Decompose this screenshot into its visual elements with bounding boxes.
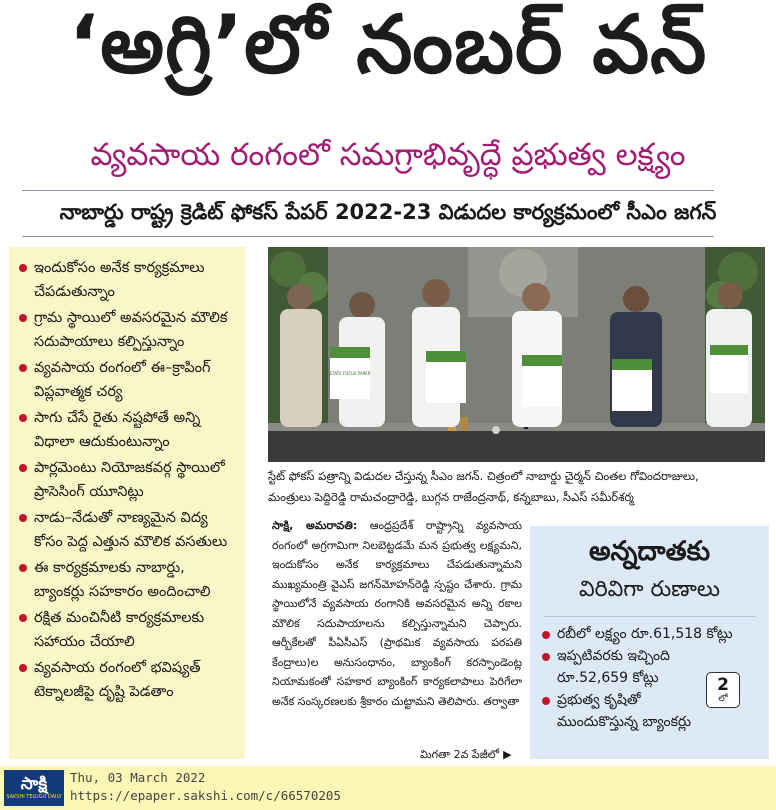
highlight-text: ఇందుకోసం అనేక కార్యక్రమాలు చేపడుతున్నాం (34, 260, 205, 300)
bullet-icon (19, 564, 27, 572)
highlight-text: నాడు–నేడుతో నాణ్యమైన విద్య కోసం పెద్ద ఎత్తున మౌలిక వసతులు (34, 510, 228, 550)
article-dateline: సాక్షి, అమరావతి: (272, 519, 358, 532)
epaper-link[interactable]: https://epaper.sakshi.com/c/66570205 (70, 788, 341, 803)
infobox-title: అన్నదాతకు (588, 536, 711, 567)
deck-top-rule (22, 190, 714, 191)
photo-illustration (268, 247, 765, 462)
highlight-text: వ్యవసాయ రంగంలో భవిష్యత్ టెక్నాలజీపై దృష్టి పెడతాం (34, 660, 201, 700)
arrow-right-icon: ▶ (503, 748, 512, 761)
bullet-icon (19, 364, 27, 372)
deck-bottom-rule (22, 236, 714, 237)
infobox-subtitle: విరివిగా రుణాలు (578, 577, 721, 602)
farmer-credit-box (530, 526, 769, 759)
highlight-item (19, 257, 237, 304)
highlight-item (19, 457, 237, 504)
edition-date: Thu, 03 March 2022 (70, 770, 206, 785)
bullet-icon (19, 414, 27, 422)
logo-subtitle: SAKSHI TELUGU DAILY (6, 794, 62, 800)
highlight-item (19, 307, 237, 354)
bullet-icon (19, 664, 27, 672)
deck: నాబార్డు రాష్ట్ర క్రెడిట్ ఫోకస్ పేపర్ 2022-23 విడుదల కార్యక్రమంలో సీఎం జగన్ (59, 200, 717, 224)
highlight-item (19, 507, 237, 554)
news-photo (268, 247, 765, 462)
article-text: ఆంధ్రప్రదేశ్ రాష్ట్రాన్ని వ్యవసాయ రంగంలో అగ్రగామిగా నిలబెట్టడమే మన ప్రభుత్వ లక్ష్యమని, ఇందుకోసం అనేక కార్యక్రమాలు చేపడుతున్నామని ముఖ్యమంత్రి వైఎస్ జగన్‌మోహన్‌రెడ్డి స్పష్టం చేశారు. గ్రామ స్థాయిలోనే వ్యవసాయ రంగానికి అవసరమైన అన్ని రకాల మౌలిక సదుపాయాలను కల్పిస్తున్నామని చెప్పారు. ఆర్బీకేలతో పీఏసీఎస్ (ప్రాథమిక వ్యవసాయ పరపతి కేంద్రాలు)ల అనుసంధానం, బ్యాంకింగ్ కరస్పాండెంట్ల నియామకంతో సహకార బ్యాంకింగ్ కార్యకలాపాలు పెరిగేలా అనేక సంస్కరణలకు శ్రీకారం చుట్టామని తెలిపారు. తర్వాతా (272, 519, 522, 708)
footer-bar (0, 766, 776, 810)
infobox-divider (544, 616, 756, 617)
bullet-icon (542, 631, 550, 639)
booklet-title: STATE FOCUS PAPER (329, 371, 371, 376)
caption-line: మంత్రులు పెద్దిరెడ్డి రామచంద్రారెడ్డి, బుగ్గన రాజేంద్రనాథ్, కన్నబాబు, సీఎస్ సమీర్‌శర్మ (268, 490, 634, 504)
highlight-text: గ్రామ స్థాయిలో అవసరమైన మౌలిక సదుపాయాలు కల్పిస్తున్నాం (34, 310, 228, 350)
bullet-icon (19, 314, 27, 322)
badge-number: 2 (717, 674, 729, 695)
caption-line: స్టేట్ ఫోకస్ పత్రాన్ని విడుదల చేస్తున్న సీఎం జగన్. చిత్రంలో నాబార్డు చైర్మన్ చింతల గోవిందరాజులు, (268, 469, 699, 483)
bullet-icon (19, 464, 27, 472)
sakshi-logo[interactable] (4, 770, 64, 806)
continued-note (420, 748, 512, 764)
infobox-item-line: ముందుకొస్తున్న బ్యాంకర్లు (557, 714, 692, 730)
infobox-item-line: రూ.52,659 కోట్లు (557, 670, 659, 686)
highlight-text: పార్లమెంటు నియోజకవర్గ స్థాయిలో ప్రాసెసింగ్ యూనిట్లు (34, 460, 225, 500)
highlight-item (19, 557, 237, 604)
article-body (272, 516, 522, 762)
infobox-item-text: రబీలో లక్ష్యం రూ.61,518 కోట్లు (557, 626, 733, 642)
continued-text: మిగతా 2వ పేజీలో (420, 748, 500, 761)
highlights-sidebar (9, 247, 245, 759)
highlight-item (19, 357, 237, 404)
logo-name: సాక్షి (20, 774, 48, 794)
bullet-icon (542, 697, 550, 705)
bullet-icon (19, 614, 27, 622)
page-ref-badge (706, 672, 740, 708)
headline: ‘అగ్రి’లో నంబర్ వన్ (68, 0, 708, 91)
badge-label: లో (718, 693, 728, 704)
bullet-icon (19, 264, 27, 272)
infobox-item (542, 623, 764, 645)
highlight-text: ఈ కార్యక్రమాలకు నాబార్డు, బ్యాంకర్లు సహకారం అందించాలి (34, 560, 211, 600)
highlight-item (19, 407, 237, 454)
infobox-item-text (557, 689, 691, 733)
subheadline: వ్యవసాయ రంగంలో సమగ్రాభివృద్ధే ప్రభుత్వ లక్ష్యం (90, 136, 686, 173)
bullet-icon (542, 653, 550, 661)
highlight-text: రక్షిత మంచినీటి కార్యక్రమాలకు సహాయం చేయాలి (34, 610, 205, 650)
bullet-icon (19, 514, 27, 522)
infobox-item-line: ప్రభుత్వ కృషితో (557, 692, 641, 708)
photo-caption (268, 466, 768, 508)
infobox-item-text (557, 645, 670, 689)
highlight-text: వ్యవసాయ రంగంలో ఈ–క్రాపింగ్ విప్లవాత్మక చర్య (34, 360, 211, 400)
highlight-text: సాగు చేసే రైతు నష్టపోతే అన్ని విధాలా ఆదుకుంటున్నాం (34, 410, 201, 450)
highlight-item (19, 607, 237, 654)
highlight-item (19, 657, 237, 704)
infobox-item-line: ఇప్పటివరకు ఇచ్చింది (557, 648, 670, 664)
